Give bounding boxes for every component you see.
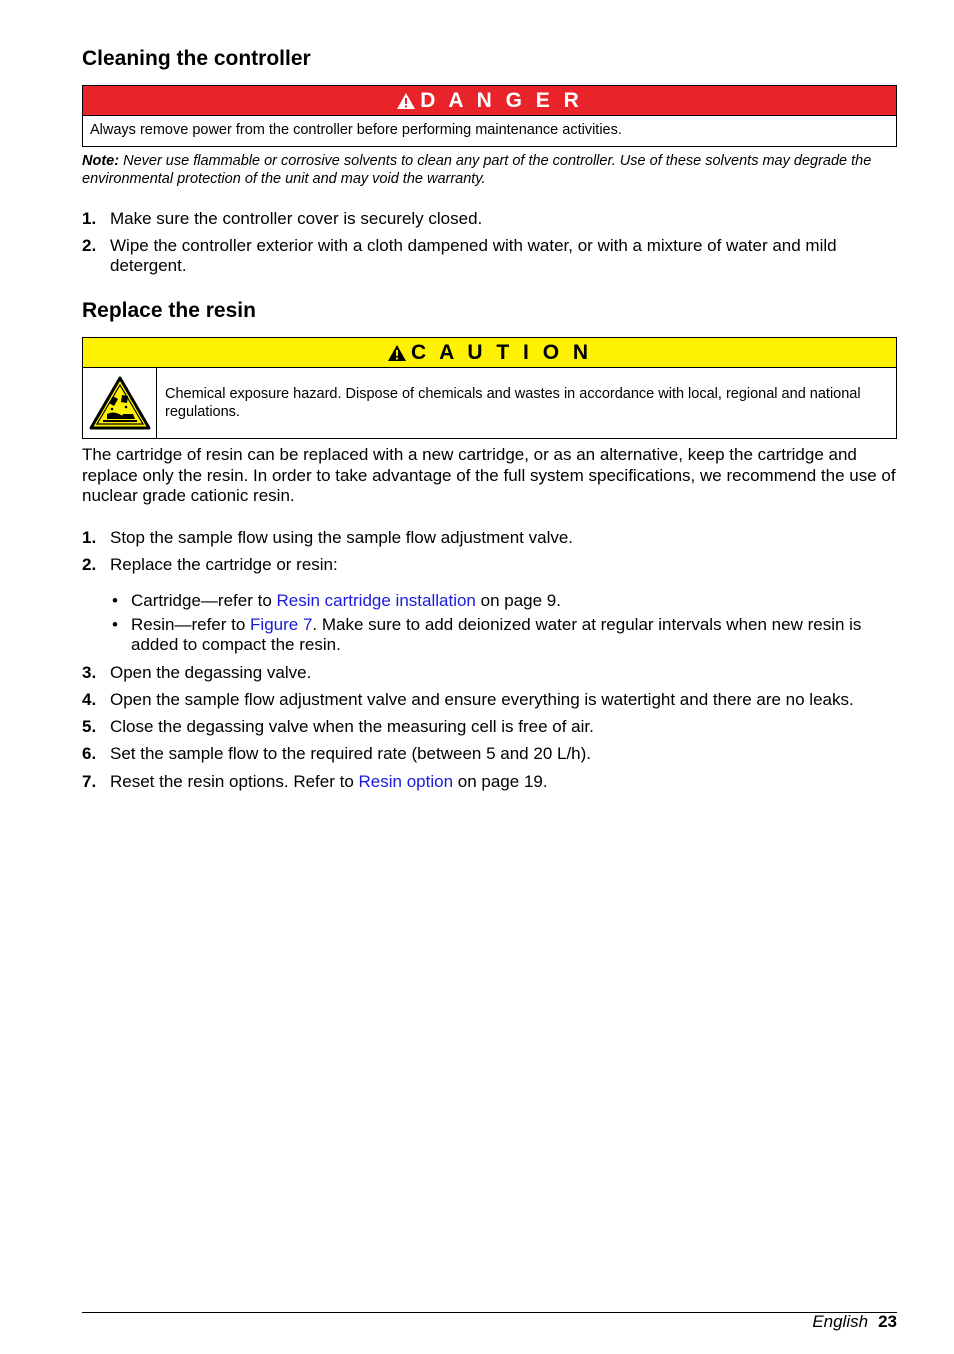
replacement-options xyxy=(108,591,898,656)
caution-text: Chemical exposure hazard. Dispose of chemicals and wastes in accordance with local, regional and national regulations. xyxy=(165,386,861,420)
caution-row xyxy=(83,368,896,438)
note xyxy=(82,152,897,188)
list-item: 1. Stop the sample flow using the sample flow adjustment valve. xyxy=(82,528,574,547)
note-text: Never use flammable or corrosive solvents to clean any part of the controller. Use of these solvents may degrade the environmental protection of the unit and may void the warranty. xyxy=(82,153,872,187)
danger-label: D A N G E R xyxy=(420,88,583,112)
warning-triangle-icon xyxy=(396,92,416,110)
caution-box xyxy=(82,337,897,439)
note-label: Note: xyxy=(82,153,120,169)
danger-box xyxy=(82,85,897,147)
resin-steps-b xyxy=(82,663,897,792)
section-heading-cleaning: Cleaning the controller xyxy=(82,47,311,70)
warning-triangle-icon xyxy=(387,344,407,362)
list-item: 5. Close the degassing valve when the measuring cell is free of air. xyxy=(82,717,594,736)
footer-language: English xyxy=(812,1312,869,1331)
page-footer xyxy=(812,1311,897,1333)
danger-header xyxy=(83,86,896,116)
cleaning-steps xyxy=(82,209,897,276)
list-item: 6. Set the sample flow to the required rate (between 5 and 20 L/h). xyxy=(82,744,592,763)
list-item: • Resin—refer to Figure 7. Make sure to add deionized water at regular intervals when new resin is added to compact the resin. xyxy=(112,614,862,654)
page-number: 23 xyxy=(878,1312,897,1331)
list-item: 2. Wipe the controller exterior with a cloth dampened with water, or with a mixture of water and mild detergent. xyxy=(82,236,837,275)
resin-cartridge-installation-link[interactable]: Resin cartridge installation xyxy=(276,591,476,610)
list-item: 7. Reset the resin options. Refer to Resin option on page 19. xyxy=(82,772,548,791)
list-item: 4. Open the sample flow adjustment valve and ensure everything is watertight and there are no leaks. xyxy=(82,690,854,709)
list-item: 3. Open the degassing valve. xyxy=(82,663,312,682)
caution-icon-cell xyxy=(83,368,157,438)
resin-option-link[interactable]: Resin option xyxy=(358,772,454,791)
list-item: • Cartridge—refer to Resin cartridge installation on page 9. xyxy=(112,591,561,610)
corrosive-hazard-icon xyxy=(89,376,151,430)
resin-steps-a xyxy=(82,528,897,575)
caution-header xyxy=(83,338,896,368)
danger-text: Always remove power from the controller before performing maintenance activities. xyxy=(90,122,622,138)
section-heading-resin: Replace the resin xyxy=(82,299,256,322)
footer-rule xyxy=(82,1312,897,1313)
caution-label: C A U T I O N xyxy=(410,340,593,364)
list-item: 1. Make sure the controller cover is securely closed. xyxy=(82,209,483,228)
figure-7-link[interactable]: Figure 7 xyxy=(250,614,313,634)
intro-paragraph: The cartridge of resin can be replaced with a new cartridge, or as an alternative, keep the cartridge and replace only the resin. In order to take advantage of the full system specifications, we recommend the use of nuclear grade cationic resin. xyxy=(82,445,896,505)
list-item: 2. Replace the cartridge or resin: xyxy=(82,555,338,574)
